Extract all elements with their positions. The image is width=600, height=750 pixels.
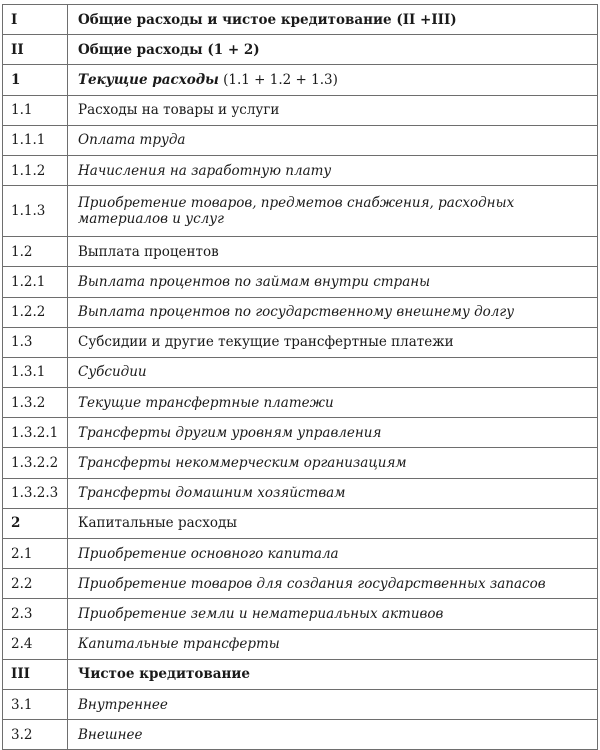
row-code: 2.3 <box>3 599 68 629</box>
row-title: Внешнее <box>68 720 598 750</box>
row-title-suffix: (1.1 + 1.2 + 1.3) <box>218 71 338 88</box>
expenditure-classification-table <box>2 4 598 750</box>
row-title: Внутреннее <box>68 689 598 719</box>
row-title: Чистое кредитование <box>68 659 598 689</box>
table-row <box>3 388 598 418</box>
row-code: 1.2.2 <box>3 297 68 327</box>
table-row <box>3 508 598 538</box>
row-code: 2 <box>3 508 68 538</box>
table-row <box>3 35 598 65</box>
row-code: 1.3.2.2 <box>3 448 68 478</box>
row-code: 3.1 <box>3 689 68 719</box>
table-row <box>3 155 598 185</box>
table-row <box>3 125 598 155</box>
row-code: II <box>3 35 68 65</box>
row-title: Приобретение товаров, предметов снабжения, расходных материалов и услуг <box>68 186 598 237</box>
row-code: III <box>3 659 68 689</box>
row-code: 1.1.3 <box>3 186 68 237</box>
row-code: 1.3.2.1 <box>3 418 68 448</box>
row-title: Текущие расходы <box>78 71 219 88</box>
table-row <box>3 267 598 297</box>
table-row <box>3 5 598 35</box>
row-title: Трансферты домашним хозяйствам <box>68 478 598 508</box>
row-code: I <box>3 5 68 35</box>
table-row <box>3 659 598 689</box>
row-title: Начисления на заработную плату <box>68 155 598 185</box>
table-row <box>3 689 598 719</box>
row-title-cell <box>68 65 598 95</box>
row-title: Приобретение основного капитала <box>68 539 598 569</box>
table-row <box>3 478 598 508</box>
row-title: Оплата труда <box>68 125 598 155</box>
row-code: 1.3 <box>3 327 68 357</box>
row-title: Трансферты некоммерческим организациям <box>68 448 598 478</box>
row-code: 1.1.1 <box>3 125 68 155</box>
table-row <box>3 569 598 599</box>
row-code: 1.1 <box>3 95 68 125</box>
table-row <box>3 448 598 478</box>
row-code: 1.3.1 <box>3 357 68 387</box>
table-row <box>3 95 598 125</box>
row-title: Капитальные трансферты <box>68 629 598 659</box>
row-code: 2.2 <box>3 569 68 599</box>
row-code: 1.1.2 <box>3 155 68 185</box>
row-code: 1.3.2.3 <box>3 478 68 508</box>
row-code: 2.1 <box>3 539 68 569</box>
row-title: Текущие трансфертные платежи <box>68 388 598 418</box>
row-title: Приобретение земли и нематериальных активов <box>68 599 598 629</box>
table-row <box>3 599 598 629</box>
row-title: Трансферты другим уровням управления <box>68 418 598 448</box>
table-row <box>3 539 598 569</box>
table-row <box>3 629 598 659</box>
table-row <box>3 65 598 95</box>
table-row <box>3 186 598 237</box>
row-code: 1.3.2 <box>3 388 68 418</box>
table-row <box>3 297 598 327</box>
row-title: Субсидии <box>68 357 598 387</box>
row-code: 1.2.1 <box>3 267 68 297</box>
row-title: Расходы на товары и услуги <box>68 95 598 125</box>
row-title: Субсидии и другие текущие трансфертные платежи <box>68 327 598 357</box>
row-title: Выплата процентов по государственному внешнему долгу <box>68 297 598 327</box>
row-title: Выплата процентов по займам внутри страны <box>68 267 598 297</box>
table-row <box>3 327 598 357</box>
row-title: Выплата процентов <box>68 237 598 267</box>
row-title: Приобретение товаров для создания государственных запасов <box>68 569 598 599</box>
row-title: Общие расходы (1 + 2) <box>68 35 598 65</box>
row-title: Капитальные расходы <box>68 508 598 538</box>
row-code: 2.4 <box>3 629 68 659</box>
table-row <box>3 720 598 750</box>
row-code: 1 <box>3 65 68 95</box>
table-row <box>3 237 598 267</box>
row-code: 3.2 <box>3 720 68 750</box>
table-row <box>3 357 598 387</box>
table-row <box>3 418 598 448</box>
row-title: Общие расходы и чистое кредитование (II +III) <box>68 5 598 35</box>
row-code: 1.2 <box>3 237 68 267</box>
